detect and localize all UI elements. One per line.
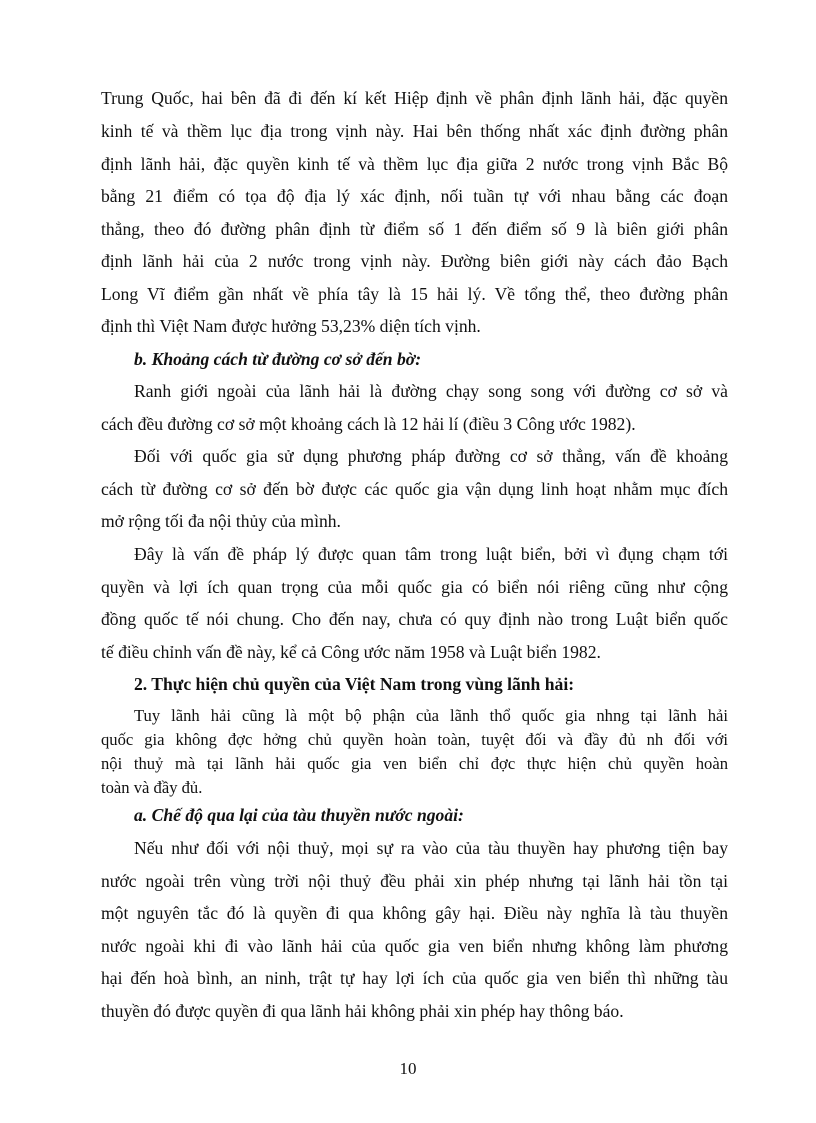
paragraph-line: mở rộng tối đa nội thủy của mình.	[101, 511, 341, 531]
paragraph-line: Long Vĩ điểm gần nhất về phía tây là 15 hải lý. Về tổng thể, theo đường phân	[101, 284, 728, 304]
paragraph-line: Đối với quốc gia sử dụng phương pháp đường cơ sở thẳng, vấn đề khoảng	[134, 446, 728, 466]
paragraph-line: Trung Quốc, hai bên đã đi đến kí kết Hiệp định về phân định lãnh hải, đặc quyền	[101, 88, 728, 108]
section-heading: 2. Thực hiện chủ quyền của Việt Nam trong vùng lãnh hải:	[134, 674, 575, 694]
paragraph-line: đồng quốc tế nói chung. Cho đến nay, chưa có quy định nào trong Luật biển quốc	[101, 609, 728, 629]
paragraph-line: toàn và đầy đủ.	[101, 778, 203, 797]
paragraph-line: định lãnh hải của 2 nước trong vịnh này. Đường biên giới này cách đảo Bạch	[101, 251, 728, 271]
paragraph-line: quốc gia không đợc hởng chủ quyền hoàn toàn, tuyệt đối và đầy đủ nh đối với	[101, 730, 728, 749]
paragraph-line: cách từ đường cơ sở đến bờ được các quốc gia vận dụng linh hoạt nhằm mục đích	[101, 479, 728, 499]
paragraph-line: hại đến hoà bình, an ninh, trật tự hay lợi ích của quốc gia ven biển thì những tàu	[101, 968, 728, 988]
paragraph-line: cách đều đường cơ sở một khoảng cách là 12 hải lí (điều 3 Công ước 1982).	[101, 414, 636, 434]
paragraph-line: tế điều chỉnh vấn đề này, kể cả Công ước năm 1958 và Luật biển 1982.	[101, 642, 601, 662]
paragraph-line: Ranh giới ngoài của lãnh hải là đường chạy song song với đường cơ sở và	[134, 381, 728, 401]
paragraph-line: thẳng, theo đó đường phân định từ điểm số 1 đến điểm số 9 là biên giới phân	[101, 219, 728, 239]
paragraph-line: Nếu như đối với nội thuỷ, mọi sự ra vào của tàu thuyền hay phương tiện bay	[134, 838, 728, 858]
paragraph-line: Đây là vấn đề pháp lý được quan tâm trong luật biển, bởi vì đụng chạm tới	[134, 544, 728, 564]
page-number: 10	[399, 1059, 417, 1078]
paragraph-line: nội thuỷ mà tại lãnh hải quốc gia ven biển chỉ đợc thực hiện chủ quyền hoàn	[101, 754, 728, 773]
section-heading: b. Khoảng cách từ đường cơ sở đến bờ:	[134, 349, 422, 369]
paragraph-line: định lãnh hải, đặc quyền kinh tế và thềm lục địa giữa 2 nước trong vịnh Bắc Bộ	[101, 154, 728, 174]
paragraph-line: bằng 21 điểm có tọa độ địa lý xác định, nối tuần tự với nhau bằng các đoạn	[101, 186, 728, 206]
section-heading: a. Chế độ qua lại của tàu thuyền nước ngoài:	[134, 805, 464, 825]
paragraph-line: thuyền đó được quyền đi qua lãnh hải không phải xin phép hay thông báo.	[101, 1001, 624, 1021]
paragraph-line: nước ngoài khi đi vào lãnh hải của quốc gia ven biển nhưng không làm phương	[101, 936, 728, 956]
paragraph-line: định thì Việt Nam được hưởng 53,23% diện tích vịnh.	[101, 316, 481, 336]
paragraph-line: một nguyên tắc đó là quyền đi qua không gây hại. Điều này nghĩa là tàu thuyền	[101, 903, 728, 923]
paragraph-line: Tuy lãnh hải cũng là một bộ phận của lãnh thổ quốc gia nhng tại lãnh hải	[134, 706, 728, 725]
paragraph-line: nước ngoài trên vùng trời nội thuỷ đều phải xin phép nhưng tại lãnh hải tồn tại	[101, 871, 728, 891]
paragraph-line: quyền và lợi ích quan trọng của mỗi quốc gia có biển nói riêng cũng như cộng	[101, 577, 728, 597]
paragraph-line: kinh tế và thềm lục địa trong vịnh này. Hai bên thống nhất xác định đường phân	[101, 121, 728, 141]
